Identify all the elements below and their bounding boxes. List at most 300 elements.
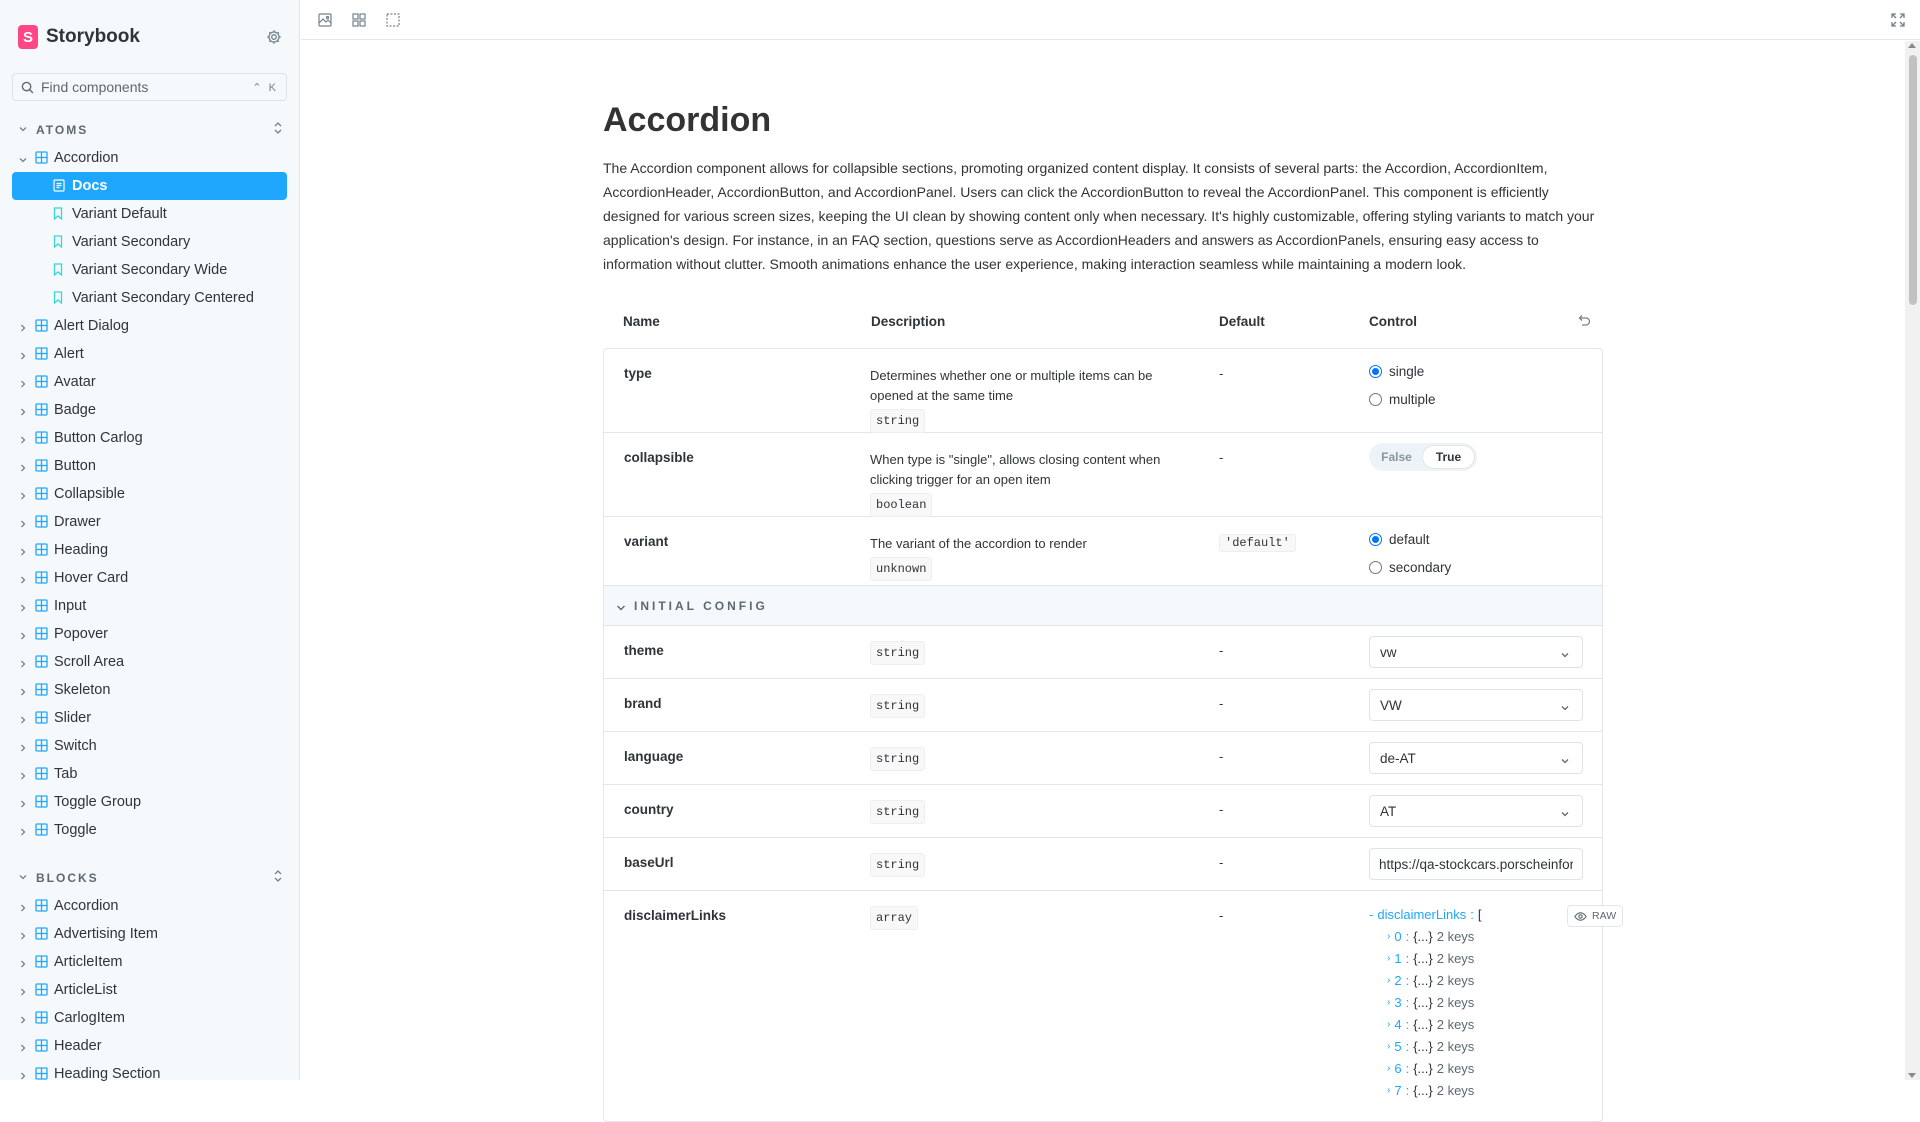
chevron-right-icon	[18, 573, 28, 589]
sidebar-item-label: Button Carlog	[54, 430, 143, 446]
arg-description	[870, 450, 1170, 517]
select-value: de-AT	[1380, 750, 1416, 766]
arg-row-type	[604, 349, 1602, 433]
arg-row-theme	[604, 626, 1602, 679]
outline-icon[interactable]	[383, 10, 403, 30]
radio-label: single	[1389, 363, 1425, 379]
chevron-right-icon	[18, 321, 28, 337]
sidebar-item-header[interactable]	[12, 1032, 287, 1060]
select-country[interactable]	[1369, 795, 1583, 827]
sidebar-item-tab[interactable]	[12, 760, 287, 788]
chevron-right-icon	[18, 1069, 28, 1085]
sidebar-item-skeleton[interactable]	[12, 676, 287, 704]
sidebar-item-label: Slider	[54, 710, 92, 726]
select-theme[interactable]	[1369, 636, 1583, 668]
sidebar-item-label: Alert	[54, 346, 84, 362]
component-icon	[35, 151, 48, 168]
sidebar-item-accordion[interactable]	[12, 892, 287, 920]
sidebar-item-collapsible[interactable]	[12, 480, 287, 508]
arg-row-variant	[604, 517, 1602, 586]
arg-name: variant	[624, 534, 669, 549]
json-entry-preview: {...}	[1413, 928, 1433, 944]
component-icon	[35, 739, 48, 756]
radio-dot	[1369, 365, 1382, 378]
document-icon	[53, 179, 65, 196]
arg-type: string	[870, 800, 925, 824]
chevron-right-icon	[18, 629, 28, 645]
expand-collapse-all-icon[interactable]	[272, 869, 284, 888]
arg-description-text: The variant of the accordion to render	[870, 536, 1087, 551]
arg-default	[1219, 531, 1296, 552]
component-icon	[35, 459, 48, 476]
component-icon	[35, 543, 48, 560]
component-icon	[35, 599, 48, 616]
chevron-right-icon	[18, 433, 28, 449]
select-box	[1369, 689, 1583, 721]
chevron-right-icon	[18, 349, 28, 365]
sidebar-item-label: ArticleList	[54, 982, 117, 998]
json-editor	[1369, 903, 1589, 1101]
component-icon	[35, 403, 48, 420]
arg-name: theme	[624, 643, 664, 658]
sidebar-item-label: Input	[54, 598, 87, 614]
chevron-right-icon	[18, 957, 28, 973]
component-icon	[35, 927, 48, 944]
component-icon	[35, 1011, 48, 1028]
sidebar-item-hover-card[interactable]	[12, 564, 287, 592]
chevron-down-icon	[18, 153, 28, 169]
radio-group-type	[1369, 357, 1436, 413]
component-icon	[35, 375, 48, 392]
toolbar	[301, 0, 1920, 40]
component-icon	[35, 711, 48, 728]
chevron-down-icon	[18, 869, 28, 887]
arg-description	[870, 797, 1170, 824]
component-icon	[35, 899, 48, 916]
sidebar	[0, 0, 300, 1080]
arg-description	[870, 903, 1170, 930]
search-icon	[21, 81, 34, 94]
section-initial-config[interactable]	[604, 586, 1602, 626]
json-entry-key: 3	[1394, 994, 1402, 1010]
json-entry-colon: :	[1405, 1082, 1410, 1098]
chevron-right-icon	[18, 1041, 28, 1057]
arg-default: -	[1219, 643, 1224, 658]
json-entry-colon: :	[1405, 1060, 1410, 1076]
select-language[interactable]	[1369, 742, 1583, 774]
sidebar-item-label: Variant Secondary Centered	[72, 290, 254, 306]
json-entry-meta: 2 keys	[1436, 1038, 1475, 1054]
storybook-logo-icon: S	[18, 25, 38, 49]
chevron-down-icon	[616, 600, 626, 618]
radio-label: multiple	[1389, 391, 1436, 407]
arg-name: country	[624, 802, 674, 817]
eye-icon	[1574, 910, 1587, 923]
chevron-right-icon	[18, 545, 28, 561]
sidebar-item-button-carlog[interactable]	[12, 424, 287, 452]
json-entry-key: 2	[1394, 972, 1402, 988]
arg-row-baseurl	[604, 838, 1602, 891]
arg-default: -	[1219, 749, 1224, 764]
sidebar-item-label: Heading Section	[54, 1066, 161, 1082]
json-entry-colon: :	[1405, 950, 1410, 966]
json-entry-key: 1	[1394, 950, 1402, 966]
arg-description-text: When type is "single", allows closing content when clicking trigger for an open item	[870, 452, 1161, 487]
component-icon	[35, 571, 48, 588]
chevron-right-icon	[18, 929, 28, 945]
sidebar-item-articlelist[interactable]	[12, 976, 287, 1004]
sidebar-tree-blocks	[12, 892, 287, 1088]
sidebar-item-heading-section[interactable]	[12, 1060, 287, 1088]
radio-label: default	[1389, 531, 1430, 547]
select-box	[1369, 636, 1583, 668]
sidebar-item-variant-secondary[interactable]	[12, 228, 287, 256]
chevron-right-icon	[18, 405, 28, 421]
arg-default: -	[1219, 855, 1224, 870]
sidebar-item-badge[interactable]	[12, 396, 287, 424]
arg-name: brand	[624, 696, 662, 711]
chevron-right-icon	[18, 713, 28, 729]
arg-type: string	[870, 853, 925, 877]
arg-description	[870, 850, 1170, 877]
chevron-right-icon	[18, 517, 28, 533]
json-entry[interactable]	[1369, 1013, 1589, 1035]
arg-type: unknown	[870, 557, 932, 581]
arg-row-disclaimerlinks	[604, 891, 1617, 1121]
sidebar-item-label: Toggle	[54, 822, 97, 838]
sidebar-item-label: Variant Default	[72, 206, 167, 222]
select-box	[1369, 742, 1583, 774]
json-entry-colon: :	[1405, 928, 1410, 944]
json-entry-meta: 2 keys	[1436, 1016, 1475, 1032]
json-entry-preview: {...}	[1413, 1016, 1433, 1032]
component-icon	[35, 319, 48, 336]
scroll-up-arrow-icon[interactable]	[1908, 43, 1916, 48]
radio-multiple[interactable]	[1369, 385, 1436, 413]
component-icon	[35, 515, 48, 532]
json-root-colon: :	[1470, 906, 1474, 922]
json-entry-preview: {...}	[1413, 994, 1433, 1010]
search-box[interactable]	[12, 73, 287, 101]
brand[interactable]	[18, 24, 140, 50]
col-default: Default	[1219, 314, 1265, 329]
arg-default: -	[1219, 366, 1224, 381]
arg-description	[870, 691, 1170, 718]
arg-default: -	[1219, 450, 1224, 465]
chevron-right-icon	[18, 901, 28, 917]
sidebar-item-drawer[interactable]	[12, 508, 287, 536]
section-label: ATOMS	[36, 123, 89, 137]
chevron-right-icon	[18, 601, 28, 617]
arg-default: -	[1219, 802, 1224, 817]
component-icon	[35, 487, 48, 504]
sidebar-item-heading[interactable]	[12, 536, 287, 564]
arg-name: collapsible	[624, 450, 694, 465]
scroll-down-arrow-icon[interactable]	[1908, 1073, 1916, 1078]
bookmark-icon	[53, 263, 63, 280]
reset-controls-icon[interactable]	[1577, 314, 1591, 331]
chevron-down-icon	[1560, 648, 1570, 663]
json-entry[interactable]	[1369, 969, 1589, 991]
sidebar-item-toggle[interactable]	[12, 816, 287, 844]
sidebar-item-label: Alert Dialog	[54, 318, 129, 334]
chevron-right-icon: ›	[1387, 974, 1391, 986]
search-shortcut: ⌃ K	[252, 81, 278, 94]
search-input[interactable]	[41, 79, 245, 95]
arg-type: array	[870, 906, 918, 930]
json-entry-meta: 2 keys	[1436, 928, 1475, 944]
json-entry-meta: 2 keys	[1436, 994, 1475, 1010]
component-icon	[35, 767, 48, 784]
scrollbar-thumb[interactable]	[1909, 55, 1917, 305]
sidebar-item-variant-secondary-centered[interactable]	[12, 284, 287, 312]
bookmark-icon	[53, 207, 63, 224]
sidebar-item-label: Docs	[72, 178, 108, 194]
component-icon	[35, 955, 48, 972]
col-description: Description	[871, 314, 946, 329]
chevron-down-icon	[1560, 754, 1570, 769]
json-entry-key: 4	[1394, 1016, 1402, 1032]
json-entry-colon: :	[1405, 994, 1410, 1010]
sidebar-item-alert[interactable]	[12, 340, 287, 368]
sidebar-section-atoms[interactable]	[18, 120, 284, 140]
sidebar-item-label: Switch	[54, 738, 97, 754]
sidebar-item-label: Hover Card	[54, 570, 129, 586]
sidebar-item-label: Scroll Area	[54, 654, 125, 670]
sidebar-item-slider[interactable]	[12, 704, 287, 732]
sidebar-item-label: Badge	[54, 402, 96, 418]
json-entry-meta: 2 keys	[1436, 950, 1475, 966]
arg-row-country	[604, 785, 1602, 838]
sidebar-tree-atoms	[12, 144, 287, 844]
fullscreen-icon[interactable]	[1888, 10, 1908, 30]
radio-dot	[1369, 393, 1382, 406]
sidebar-item-label: Heading	[54, 542, 109, 558]
toggle-false[interactable]: False	[1381, 450, 1412, 464]
json-entry-meta: 2 keys	[1436, 972, 1475, 988]
raw-button[interactable]	[1567, 905, 1623, 927]
chevron-right-icon: ›	[1387, 952, 1391, 964]
chevron-right-icon	[18, 377, 28, 393]
arg-default: -	[1219, 696, 1224, 711]
expand-collapse-all-icon[interactable]	[272, 121, 284, 140]
arg-row-brand	[604, 679, 1602, 732]
sidebar-item-advertising-item[interactable]	[12, 920, 287, 948]
sidebar-item-articleitem[interactable]	[12, 948, 287, 976]
collapse-toggle[interactable]: -	[1369, 906, 1374, 922]
json-entry-preview: {...}	[1413, 950, 1433, 966]
chevron-down-icon	[1560, 807, 1570, 822]
json-entry[interactable]	[1369, 991, 1589, 1013]
arg-type: string	[870, 747, 925, 771]
chevron-right-icon: ›	[1387, 996, 1391, 1008]
arg-name: type	[624, 366, 652, 381]
json-entry-preview: {...}	[1413, 1060, 1433, 1076]
chevron-right-icon	[18, 769, 28, 785]
json-entry-key: 0	[1394, 928, 1402, 944]
scrollbar[interactable]	[1905, 41, 1920, 1080]
select-value: vw	[1380, 644, 1397, 660]
boolean-toggle-track	[1369, 443, 1477, 471]
sidebar-item-docs[interactable]	[12, 172, 287, 200]
sidebar-item-label: Toggle Group	[54, 794, 142, 810]
arg-description	[870, 534, 1170, 581]
chevron-down-icon	[1560, 701, 1570, 716]
sidebar-item-label: Tab	[54, 766, 78, 782]
sidebar-item-label: Accordion	[54, 898, 119, 914]
sidebar-item-label: Accordion	[54, 150, 119, 166]
json-entry-colon: :	[1405, 972, 1410, 988]
sidebar-item-label: Header	[54, 1038, 102, 1054]
grid-icon[interactable]	[349, 10, 369, 30]
arg-type: string	[870, 694, 925, 718]
json-root-bracket: [	[1477, 906, 1482, 922]
json-entry-key: 5	[1394, 1038, 1402, 1054]
arg-default: -	[1219, 908, 1224, 923]
arg-row-collapsible	[604, 433, 1602, 517]
radio-dot	[1369, 561, 1382, 574]
arg-description	[870, 638, 1170, 665]
chevron-right-icon	[18, 489, 28, 505]
radio-label: secondary	[1389, 559, 1452, 575]
json-entry-meta: 2 keys	[1436, 1082, 1475, 1098]
chevron-right-icon	[18, 657, 28, 673]
section-label: BLOCKS	[36, 871, 99, 885]
radio-group-variant	[1369, 525, 1451, 581]
arg-description	[870, 744, 1170, 771]
sidebar-item-input[interactable]	[12, 592, 287, 620]
sidebar-item-toggle-group[interactable]	[12, 788, 287, 816]
sidebar-item-label: Drawer	[54, 514, 101, 530]
settings-gear-icon[interactable]	[263, 26, 285, 48]
background-image-icon[interactable]	[315, 10, 335, 30]
json-entry-preview: {...}	[1413, 1082, 1433, 1098]
select-value: AT	[1380, 803, 1397, 819]
chevron-right-icon	[18, 685, 28, 701]
json-entry[interactable]	[1369, 1035, 1589, 1057]
json-entry[interactable]	[1369, 925, 1589, 947]
component-icon	[35, 823, 48, 840]
chevron-right-icon: ›	[1387, 1062, 1391, 1074]
chevron-right-icon	[18, 1013, 28, 1029]
arg-type: string	[870, 641, 925, 665]
radio-dot	[1369, 533, 1382, 546]
component-icon	[35, 795, 48, 812]
sidebar-item-label: Variant Secondary	[72, 234, 191, 250]
sidebar-item-accordion[interactable]	[12, 144, 287, 172]
sidebar-item-switch[interactable]	[12, 732, 287, 760]
boolean-toggle[interactable]	[1369, 443, 1477, 471]
json-entries	[1369, 925, 1589, 1101]
json-entry-colon: :	[1405, 1038, 1410, 1054]
chevron-right-icon: ›	[1387, 1018, 1391, 1030]
sidebar-item-label: Advertising Item	[54, 926, 158, 942]
chevron-right-icon: ›	[1387, 1040, 1391, 1052]
json-entry-key: 7	[1394, 1082, 1402, 1098]
component-icon	[35, 655, 48, 672]
bookmark-icon	[53, 235, 63, 252]
component-icon	[35, 1039, 48, 1056]
component-icon	[35, 1067, 48, 1084]
component-icon	[35, 983, 48, 1000]
sidebar-section-blocks[interactable]	[18, 868, 284, 888]
json-entry[interactable]	[1369, 1057, 1589, 1079]
sidebar-item-popover[interactable]	[12, 620, 287, 648]
brand-name: Storybook	[46, 26, 140, 47]
page-description: The Accordion component allows for collapsible sections, promoting organized content display. It consists of several parts: the Accordion, AccordionItem, AccordionHeader, AccordionButton, and AccordionPanel. Users can click the AccordionButton to reveal the AccordionPanel. This component is efficiently designed for various screen sizes, keeping the UI clean by showing content only when necessary. It's highly customizable, offering styling variants to match your application's design. For instance, in an FAQ section, questions serve as AccordionHeaders and answers as AccordionPanels, ensuring easy access to information without clutter. Smooth animations enhance the user experience, making interaction seamless while maintaining a modern look.	[603, 160, 1595, 272]
select-brand[interactable]	[1369, 689, 1583, 721]
json-entry-preview: {...}	[1413, 972, 1433, 988]
component-icon	[35, 627, 48, 644]
json-entry-colon: :	[1405, 1016, 1410, 1032]
bookmark-icon	[53, 291, 63, 308]
json-root-key: disclaimerLinks	[1377, 906, 1467, 922]
section-label: INITIAL CONFIG	[634, 599, 768, 613]
sidebar-item-carlogitem[interactable]	[12, 1004, 287, 1032]
json-entry-key: 6	[1394, 1060, 1402, 1076]
sidebar-item-label: ArticleItem	[54, 954, 123, 970]
sidebar-item-avatar[interactable]	[12, 368, 287, 396]
page-title: Accordion	[603, 101, 772, 139]
baseurl-field	[1369, 848, 1583, 880]
args-table-header	[603, 306, 1603, 348]
json-entry[interactable]	[1369, 947, 1589, 969]
chevron-right-icon	[18, 461, 28, 477]
sidebar-item-variant-default[interactable]	[12, 200, 287, 228]
radio-default[interactable]	[1369, 525, 1451, 553]
json-entry-meta: 2 keys	[1436, 1060, 1475, 1076]
arg-type: string	[870, 409, 925, 433]
sidebar-item-alert-dialog[interactable]	[12, 312, 287, 340]
radio-secondary[interactable]	[1369, 553, 1451, 581]
sidebar-item-label: CarlogItem	[54, 1010, 125, 1026]
select-box	[1369, 795, 1583, 827]
raw-label: RAW	[1592, 910, 1617, 922]
arg-type: boolean	[870, 493, 932, 517]
docs-content	[301, 41, 1905, 1098]
json-root[interactable]	[1369, 903, 1589, 925]
arg-name: baseUrl	[624, 855, 674, 870]
sidebar-item-button[interactable]	[12, 452, 287, 480]
chevron-right-icon	[18, 985, 28, 1001]
component-icon	[35, 431, 48, 448]
sidebar-item-label: Skeleton	[54, 682, 111, 698]
chevron-down-icon	[18, 121, 28, 139]
radio-single[interactable]	[1369, 357, 1436, 385]
select-value: VW	[1380, 697, 1402, 713]
arg-description	[870, 366, 1170, 433]
sidebar-item-label: Avatar	[54, 374, 96, 390]
component-icon	[35, 683, 48, 700]
sidebar-item-scroll-area[interactable]	[12, 648, 287, 676]
chevron-right-icon	[18, 741, 28, 757]
arg-name: disclaimerLinks	[624, 908, 727, 923]
json-entry[interactable]	[1369, 1079, 1589, 1101]
arg-name: language	[624, 749, 684, 764]
toggle-true[interactable]: True	[1422, 445, 1475, 469]
baseurl-input[interactable]	[1369, 848, 1583, 880]
args-table-body	[603, 348, 1617, 1122]
sidebar-item-label: Button	[54, 458, 96, 474]
sidebar-item-label: Popover	[54, 626, 109, 642]
chevron-right-icon: ›	[1387, 930, 1391, 942]
sidebar-item-variant-secondary-wide[interactable]	[12, 256, 287, 284]
sidebar-item-label: Variant Secondary Wide	[72, 262, 228, 278]
arg-description-text: Determines whether one or multiple items can be opened at the same time	[870, 368, 1153, 403]
args-table	[603, 306, 1617, 1122]
component-icon	[35, 347, 48, 364]
arg-row-language	[604, 732, 1602, 785]
